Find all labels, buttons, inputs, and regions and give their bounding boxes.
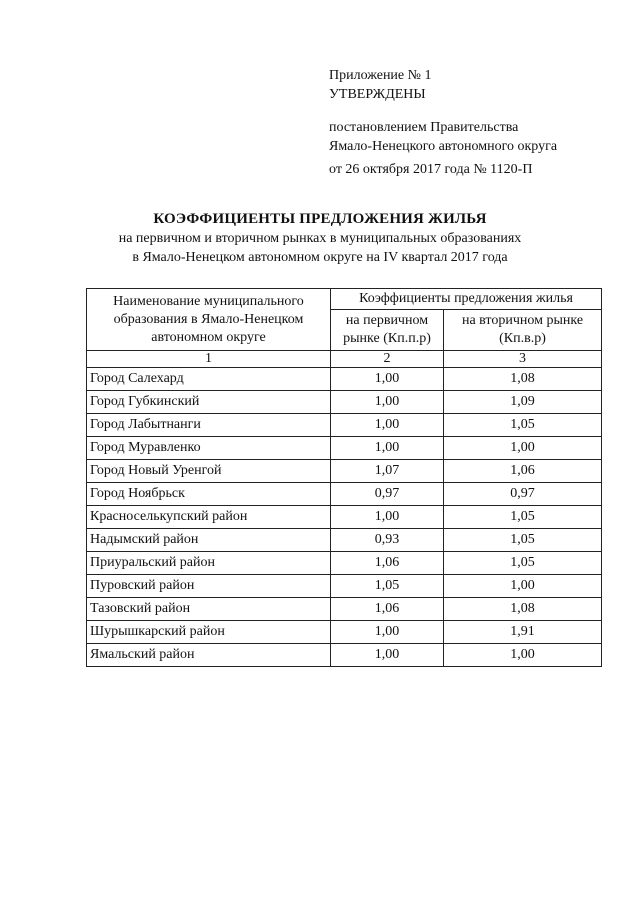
municipality-name: Город Салехард [87,368,331,391]
secondary-coefficient: 1,00 [444,644,602,667]
municipality-name: Город Губкинский [87,391,331,414]
table-row [87,575,602,598]
municipality-name: Тазовский район [87,598,331,621]
column-number-2: 2 [331,351,444,368]
approved-label: УТВЕРЖДЕНЫ [329,87,426,102]
approval-block [329,66,557,179]
primary-coefficient: 1,00 [331,437,444,460]
primary-coefficient: 1,00 [331,414,444,437]
primary-coefficient: 1,06 [331,598,444,621]
header-primary-line1: на первичном [345,313,429,328]
header-primary-line2: рынке (Кп.п.р) [343,331,431,346]
table-row [87,483,602,506]
municipality-name: Город Новый Уренгой [87,460,331,483]
document-title: КОЭФФИЦИЕНТЫ ПРЕДЛОЖЕНИЯ ЖИЛЬЯ [153,211,487,227]
government-line: Ямало-Ненецкого автономного округа [329,139,558,154]
resolution-line: постановлением Правительства [329,120,519,135]
secondary-coefficient: 1,08 [444,598,602,621]
municipality-name: Приуральский район [87,552,331,575]
primary-coefficient: 1,05 [331,575,444,598]
secondary-coefficient: 1,91 [444,621,602,644]
table-row [87,529,602,552]
secondary-coefficient: 1,00 [444,575,602,598]
primary-coefficient: 1,00 [331,391,444,414]
resolution-date: от 26 октября 2017 года № 1120-П [329,162,533,177]
document-title-block [0,209,640,267]
header-secondary-line2: (Кп.в.р) [499,331,546,346]
column-number-3: 3 [444,351,602,368]
secondary-coefficient: 1,05 [444,529,602,552]
secondary-coefficient: 1,05 [444,552,602,575]
municipality-name: Город Ноябрьск [87,483,331,506]
municipality-name: Город Муравленко [87,437,331,460]
header-secondary-market [444,310,602,351]
table-row [87,460,602,483]
header-municipality-line2: образования в Ямало-Ненецком [113,311,304,327]
primary-coefficient: 1,07 [331,460,444,483]
secondary-coefficient: 1,05 [444,506,602,529]
secondary-coefficient: 1,05 [444,414,602,437]
table-row [87,506,602,529]
municipality-name: Ямальский район [87,644,331,667]
table-row [87,552,602,575]
municipality-name: Шурышкарский район [87,621,331,644]
municipality-name: Красноселькупский район [87,506,331,529]
secondary-coefficient: 1,09 [444,391,602,414]
table-row [87,621,602,644]
table-row [87,437,602,460]
secondary-coefficient: 1,06 [444,460,602,483]
appendix-number: Приложение № 1 [329,68,432,83]
table-row [87,598,602,621]
secondary-coefficient: 1,08 [444,368,602,391]
primary-coefficient: 1,06 [331,552,444,575]
primary-coefficient: 0,97 [331,483,444,506]
municipality-name: Пуровский район [87,575,331,598]
column-number-row [87,351,602,368]
secondary-coefficient: 1,00 [444,437,602,460]
primary-coefficient: 1,00 [331,368,444,391]
primary-coefficient: 1,00 [331,644,444,667]
header-coefficients-group: Коэффициенты предложения жилья [331,289,602,310]
primary-coefficient: 1,00 [331,621,444,644]
table-row [87,391,602,414]
primary-coefficient: 0,93 [331,529,444,552]
primary-coefficient: 1,00 [331,506,444,529]
municipality-name: Надымский район [87,529,331,552]
table-row [87,368,602,391]
header-secondary-line1: на вторичном рынке [461,313,584,328]
municipality-name: Город Лабытнанги [87,414,331,437]
column-number-1: 1 [87,351,331,368]
document-subtitle-line2: в Ямало-Ненецком автономном округе на IV квартал 2017 года [132,250,508,265]
table-row [87,644,602,667]
header-municipality [87,289,331,351]
header-municipality-line1: Наименование муниципального [113,293,304,309]
header-primary-market [331,310,444,351]
document-subtitle-line1: на первичном и вторичном рынках в муниципальных образованиях [118,231,522,246]
coefficients-table [86,288,602,667]
table-row [87,414,602,437]
header-municipality-line3: автономном округе [151,329,266,345]
secondary-coefficient: 0,97 [444,483,602,506]
